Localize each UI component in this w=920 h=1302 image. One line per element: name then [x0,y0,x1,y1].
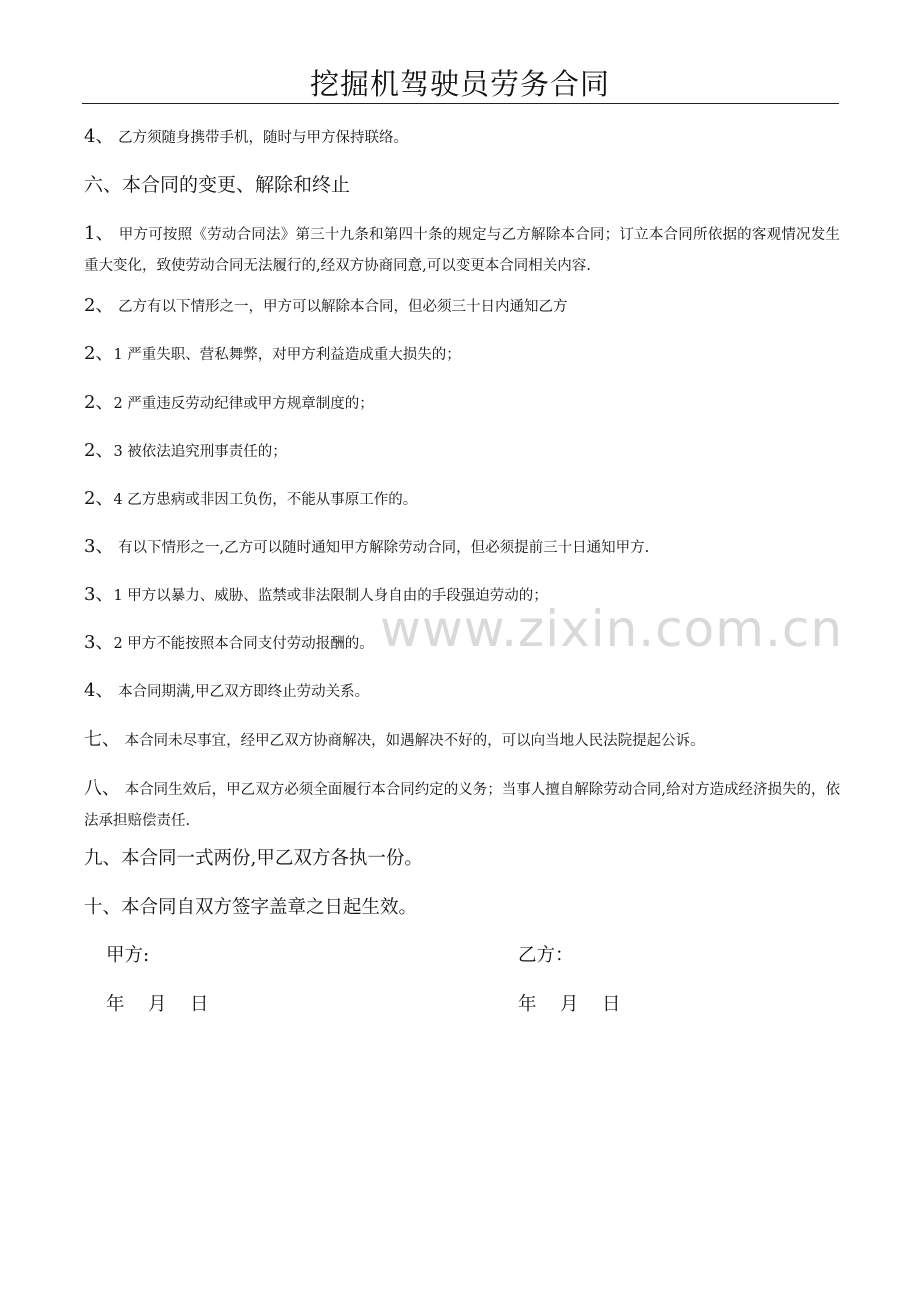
section-text: 本合同生效后，甲乙双方必须全面履行本合同约定的义务；当事人擅自解除劳动合同,给对方造成经济损失的，依法承担赔偿责任. [84,782,841,829]
section-number: 七、 [84,729,120,750]
party-b-label: 乙方： [518,945,574,966]
clause-number: 3、 [84,536,114,557]
clause-6-2-3 [84,434,840,469]
clause-number: 3、 [84,584,114,605]
clause-6-2-2 [84,386,840,421]
section-8 [84,773,840,837]
clause-text: 本合同期满,甲乙双方即终止劳动关系。 [118,684,370,700]
clause-text: 2 甲方不能按照本合同支付劳动报酬的。 [113,636,374,652]
section-10: 十、本合同自双方签字盖章之日起生效。 [84,897,418,918]
clause-6-3 [84,530,840,565]
clause-text: 乙方有以下情形之一，甲方可以解除本合同，但必须三十日内通知乙方 [118,299,568,315]
clause-text: 1 严重失职、营私舞弊，对甲方利益造成重大损失的； [113,347,461,363]
section-number: 八、 [84,778,121,799]
clause-6-1 [84,218,840,282]
document-title: 挖掘机驾驶员劳务合同 [309,67,610,101]
clause-number: 2、 [84,392,114,413]
clause-text: 1 甲方以暴力、威胁、监禁或非法限制人身自由的手段强迫劳动的； [113,588,548,604]
clause-number: 2、 [84,488,114,509]
section-6-heading: 六、本合同的变更、解除和终止 [84,174,351,196]
clause-text: 乙方须随身携带手机，随时与甲方保持联络。 [118,130,409,146]
clause-6-2-4 [84,482,840,517]
clause-text: 2 严重违反劳动纪律或甲方规章制度的； [113,396,374,412]
section-7 [84,723,840,758]
party-a-date: 年 月 日 [106,994,209,1015]
clause-text: 4 乙方患病或非因工负伤，不能从事原工作的。 [113,492,418,508]
section-text: 本合同未尽事宜，经甲乙双方协商解决，如遇解决不好的，可以向当地人民法院提起公诉。 [124,733,705,749]
clause-6-4 [84,674,840,709]
clause-text: 3 被依法追究刑事责任的； [113,444,287,460]
clause-number: 2、 [84,343,114,364]
clause-text: 有以下情形之一,乙方可以随时通知甲方解除劳动合同，但必须提前三十日通知甲方. [118,540,650,556]
clause-number: 3、 [84,632,114,653]
clause-number: 4、 [84,126,114,147]
watermark: www.zixin.com.cn [380,600,844,658]
clause-number: 2、 [84,440,114,461]
clause-number: 1、 [84,223,114,244]
clause-text: 甲方可按照《劳动合同法》第三十九条和第四十条的规定与乙方解除本合同；订立本合同所依据的客观情况发生重大变化，致使劳动合同无法履行的,经双方协商同意,可以变更本合同相关内容. [84,227,841,274]
clause-number: 4、 [84,680,114,701]
party-a-label: 甲方: [106,945,150,966]
title-underline [82,103,839,104]
clause-6-2-1 [84,337,840,372]
clause-4-phone [84,120,840,155]
party-b-date: 年 月 日 [518,994,621,1015]
clause-6-2 [84,289,840,324]
clause-number: 2、 [84,295,114,316]
section-9: 九、本合同一式两份,甲乙双方各执一份。 [84,848,423,869]
